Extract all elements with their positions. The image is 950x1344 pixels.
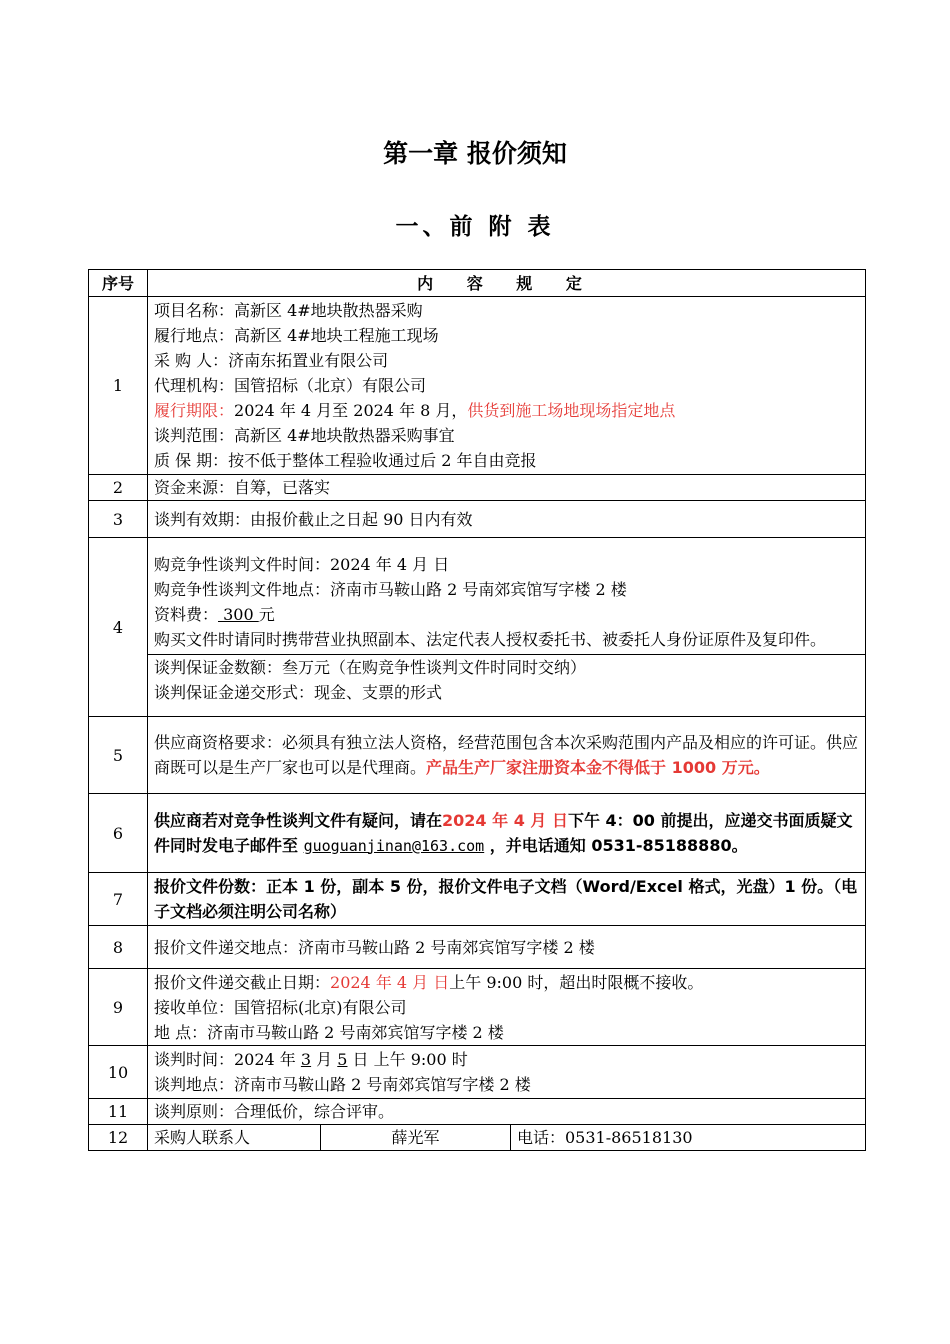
doc-requirements: 购买文件时请同时携带营业执照副本、法定代表人授权委托书、被委托人身份证原件及复印件。	[154, 629, 827, 649]
table-row	[89, 1125, 866, 1151]
row-number: 6	[89, 794, 148, 873]
table-row	[89, 501, 866, 538]
row-number: 8	[89, 926, 148, 969]
contact-name: 薛光军	[321, 1125, 511, 1151]
header-no: 序号	[89, 270, 148, 297]
purchaser: 采 购 人：济南东拓置业有限公司	[154, 351, 389, 370]
row-number: 10	[89, 1046, 148, 1099]
contact-phone: 电话：0531-86518130	[511, 1125, 866, 1151]
negotiation-scope: 谈判范围：高新区 4#地块散热器采购事宜	[154, 426, 455, 445]
negotiation-location: 谈判地点：济南市马鞍山路 2 号南郊宾馆写字楼 2 楼	[154, 1075, 531, 1094]
section-title: 一、前 附 表	[395, 214, 555, 240]
performance-location: 履行地点：高新区 4#地块工程施工现场	[154, 326, 439, 345]
table-row	[89, 926, 866, 969]
contact-label: 采购人联系人	[148, 1125, 321, 1151]
row-content	[148, 969, 866, 1046]
table-row	[89, 1099, 866, 1125]
funding-source: 资金来源：自筹，已落实	[148, 475, 866, 501]
negotiation-principle: 谈判原则：合理低价，综合评审。	[148, 1099, 866, 1125]
doc-purchase-time: 购竞争性谈判文件时间：2024 年 4 月 日	[154, 554, 450, 574]
submission-location: 报价文件递交地点：济南市马鞍山路 2 号南郊宾馆写字楼 2 楼	[148, 926, 866, 969]
receiving-address: 地 点：济南市马鞍山路 2 号南郊宾馆写字楼 2 楼	[154, 1022, 504, 1042]
doc-fee: 资料费： 300 元	[154, 604, 275, 624]
performance-period: 履行期限：2024 年 4 月至 2024 年 8 月，供货到施工场地现场指定地点	[154, 401, 676, 420]
supplier-qualification: 供应商资格要求：必须具有独立法人资格，经营范围包含本次采购范围内产品及相应的许可证。供应商既可以是生产厂家也可以是代理商。产品生产厂家注册资本金不得低于 1000 万元。	[148, 717, 866, 794]
table-row	[89, 794, 866, 873]
table-header-row	[89, 270, 866, 297]
email-link[interactable]: guoguanjinan@163.com	[303, 836, 485, 855]
row-number: 12	[89, 1125, 148, 1151]
table-row	[89, 297, 866, 475]
header-content: 内 容 规 定	[148, 270, 866, 297]
row-number: 7	[89, 873, 148, 926]
deposit-form: 谈判保证金递交形式：现金、支票的形式	[154, 682, 443, 702]
row-number: 4	[89, 538, 148, 717]
table-row	[89, 1046, 866, 1099]
row-content	[148, 297, 866, 475]
row-number: 11	[89, 1099, 148, 1125]
row-number: 3	[89, 501, 148, 538]
row-number: 2	[89, 475, 148, 501]
validity-period: 谈判有效期：由报价截止之日起 90 日内有效	[148, 501, 866, 538]
doc-purchase-location: 购竞争性谈判文件地点：济南市马鞍山路 2 号南郊宾馆写字楼 2 楼	[154, 579, 627, 599]
table-row	[89, 969, 866, 1046]
negotiation-time: 谈判时间：2024 年 3 月 5 日 上午 9:00 时	[154, 1050, 468, 1069]
chapter-title: 第一章 报价须知	[383, 139, 567, 168]
row-content	[148, 538, 866, 717]
table-row	[89, 873, 866, 926]
preface-table	[88, 269, 866, 1151]
row-number: 9	[89, 969, 148, 1046]
project-name: 项目名称：高新区 4#地块散热器采购	[154, 301, 423, 320]
submission-deadline: 报价文件递交截止日期：2024 年 4 月 日上午 9:00 时，超出时限概不接收。	[154, 972, 704, 992]
row-number: 5	[89, 717, 148, 794]
table-row	[89, 538, 866, 717]
row-content	[148, 1046, 866, 1099]
deposit-amount: 谈判保证金数额：叁万元（在购竞争性谈判文件时同时交纳）	[154, 657, 587, 677]
agency: 代理机构：国管招标（北京）有限公司	[154, 376, 427, 395]
row-number: 1	[89, 297, 148, 475]
table-row	[89, 475, 866, 501]
inquiry-notice: 供应商若对竞争性谈判文件有疑问，请在2024 年 4 月 日下午 4：00 前提出，应递交书面质疑文件同时发电子邮件至 guoguanjinan@163.com ，并电话通知 0531-85188880。	[148, 794, 866, 873]
receiving-unit: 接收单位：国管招标(北京)有限公司	[154, 997, 407, 1017]
table-row	[89, 717, 866, 794]
warranty-period: 质 保 期：按不低于整体工程验收通过后 2 年自由竞报	[154, 451, 537, 470]
copies-requirement: 报价文件份数：正本 1 份，副本 5 份，报价文件电子文档（Word/Excel 格式，光盘）1 份。（电子文档必须注明公司名称）	[148, 873, 866, 926]
